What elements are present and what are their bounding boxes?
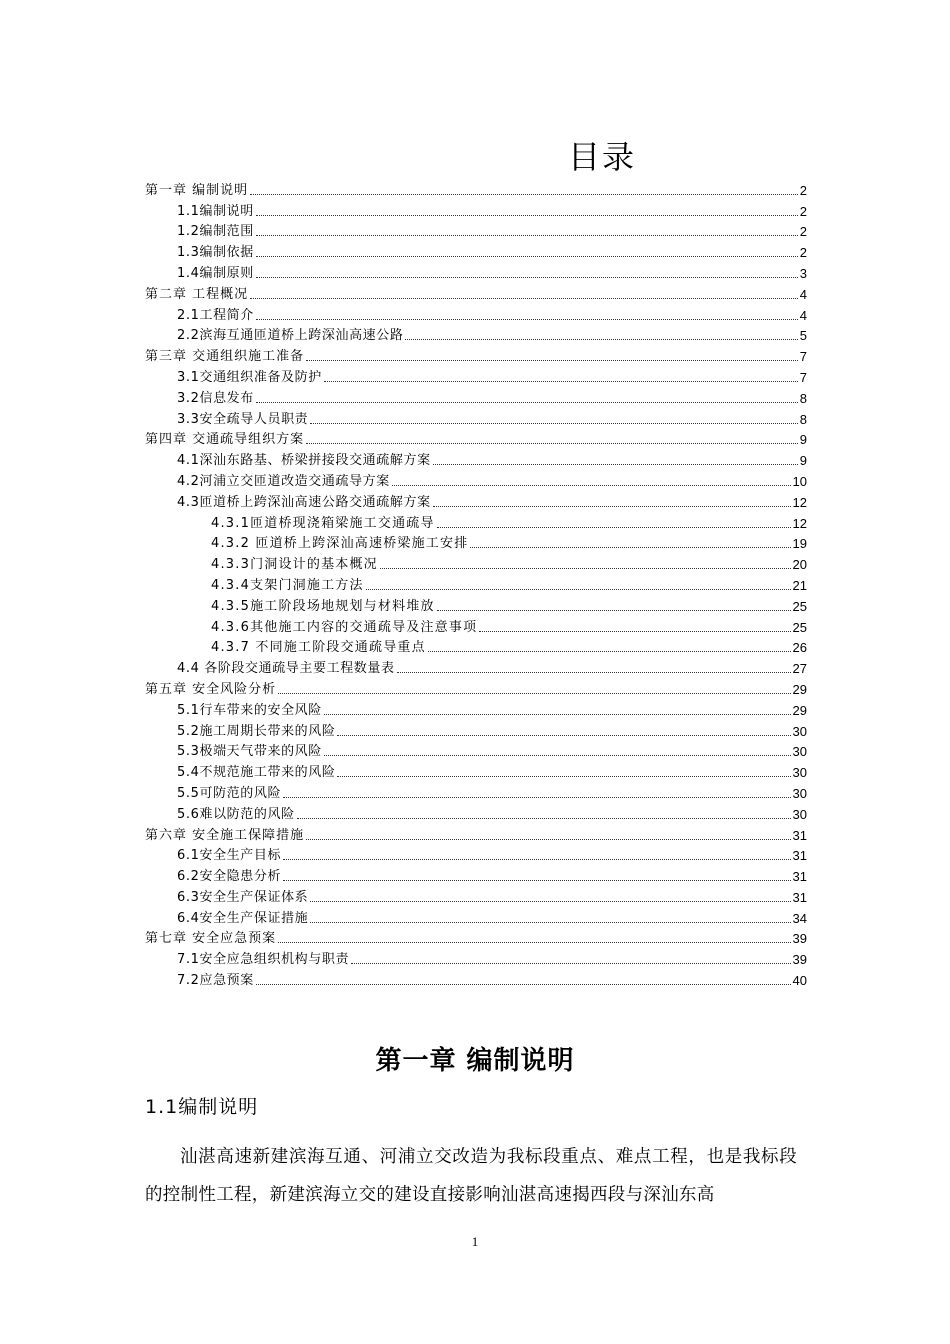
toc-dot-leader (256, 277, 798, 278)
toc-entry-title: 5.5可防范的风险 (177, 785, 282, 801)
toc-entry[interactable] (145, 594, 807, 615)
toc-entry-title: 4.3.3门洞设计的基本概况 (211, 557, 378, 573)
toc-entry[interactable] (145, 719, 807, 740)
toc-dot-leader (324, 714, 791, 715)
toc-entry[interactable] (145, 448, 807, 469)
toc-entry-page: 2 (799, 245, 807, 261)
toc-entry-page: 21 (792, 577, 807, 593)
toc-entry-page: 30 (792, 723, 807, 739)
toc-dot-leader (428, 651, 791, 652)
toc-dot-leader (283, 859, 790, 860)
toc-entry[interactable] (145, 823, 807, 844)
page-number: 1 (471, 1234, 479, 1249)
toc-entry-page: 25 (792, 598, 807, 614)
toc-entry-title: 6.1安全生产目标 (177, 848, 282, 864)
toc-entry-title: 3.3安全疏导人员职责 (177, 411, 309, 427)
toc-entry-page: 27 (792, 661, 807, 677)
toc-entry-title: 5.3极端天气带来的风险 (177, 744, 322, 760)
toc-entry-title: 第六章 安全施工保障措施 (145, 827, 305, 843)
toc-dot-leader (310, 901, 790, 902)
toc-entry[interactable] (145, 927, 807, 948)
toc-entry-title: 6.4安全生产保证措施 (177, 910, 309, 926)
toc-entry-page: 2 (799, 203, 807, 219)
toc-dot-leader (250, 194, 798, 195)
toc-dot-leader (380, 568, 791, 569)
toc-entry-title: 5.4不规范施工带来的风险 (177, 765, 336, 781)
toc-entry-title: 第五章 安全风险分析 (145, 681, 277, 697)
toc-entry-page: 29 (792, 681, 807, 697)
toc-entry[interactable] (145, 844, 807, 865)
toc-dot-leader (256, 215, 798, 216)
toc-entry-page: 31 (792, 848, 807, 864)
toc-entry-title: 第七章 安全应急预案 (145, 931, 277, 947)
toc-entry-page: 19 (792, 536, 807, 552)
toc-dot-leader (306, 360, 798, 361)
toc-entry[interactable] (145, 365, 807, 386)
toc-entry-page: 40 (792, 973, 807, 989)
toc-entry-title: 4.3.1匝道桥现浇箱梁施工交通疏导 (211, 515, 435, 531)
toc-entry-page: 9 (799, 432, 807, 448)
toc-dot-leader (297, 818, 791, 819)
toc-dot-leader (278, 693, 790, 694)
toc-entry[interactable] (145, 864, 807, 885)
toc-dot-leader (250, 298, 798, 299)
toc-entry-page: 30 (792, 785, 807, 801)
toc-entry[interactable] (145, 344, 807, 365)
toc-entry[interactable] (145, 573, 807, 594)
toc-entry[interactable] (145, 282, 807, 303)
toc-entry-page: 2 (799, 182, 807, 198)
toc-entry[interactable] (145, 760, 807, 781)
toc-entry[interactable] (145, 740, 807, 761)
section-heading: 1.1编制说明 (145, 1096, 259, 1118)
table-of-contents (145, 178, 807, 989)
toc-entry-page: 31 (792, 889, 807, 905)
toc-entry[interactable] (145, 885, 807, 906)
toc-dot-leader (433, 506, 791, 507)
toc-entry[interactable] (145, 324, 807, 345)
toc-entry[interactable] (145, 532, 807, 553)
toc-dot-leader (306, 443, 798, 444)
toc-entry-title: 4.3.4支架门洞施工方法 (211, 577, 364, 593)
toc-entry-title: 第三章 交通组织施工准备 (145, 349, 305, 365)
toc-dot-leader (324, 381, 798, 382)
toc-entry-page: 25 (792, 619, 807, 635)
toc-entry-title: 2.1工程简介 (177, 307, 254, 323)
toc-entry-title: 1.3编制依据 (177, 245, 254, 261)
toc-entry[interactable] (145, 407, 807, 428)
toc-entry-title: 5.6难以防范的风险 (177, 806, 295, 822)
toc-entry-page: 4 (799, 307, 807, 323)
toc-entry-title: 5.2施工周期长带来的风险 (177, 723, 336, 739)
toc-entry-title: 7.2应急预案 (177, 973, 254, 989)
toc-entry-page: 26 (792, 640, 807, 656)
toc-entry-page: 30 (792, 744, 807, 760)
toc-entry[interactable] (145, 220, 807, 241)
toc-entry-page: 2 (799, 224, 807, 240)
toc-entry-page: 10 (792, 473, 807, 489)
toc-entry-title: 第四章 交通疏导组织方案 (145, 432, 305, 448)
toc-entry-title: 7.1安全应急组织机构与职责 (177, 952, 350, 968)
toc-dot-leader (306, 839, 790, 840)
toc-entry-title: 3.2信息发布 (177, 390, 254, 406)
toc-dot-leader (283, 880, 790, 881)
toc-entry-title: 1.2编制范围 (177, 224, 254, 240)
toc-entry[interactable] (145, 802, 807, 823)
toc-dot-leader (351, 963, 790, 964)
toc-entry-title: 5.1行车带来的安全风险 (177, 702, 322, 718)
toc-entry-page: 7 (799, 369, 807, 385)
toc-entry-page: 34 (792, 910, 807, 926)
toc-dot-leader (256, 235, 798, 236)
toc-entry-page: 12 (792, 494, 807, 510)
toc-entry-title: 4.3匝道桥上跨深汕高速公路交通疏解方案 (177, 494, 431, 510)
toc-entry-title: 第二章 工程概况 (145, 286, 249, 302)
toc-entry-title: 4.2河浦立交匝道改造交通疏导方案 (177, 473, 390, 489)
toc-entry-title: 4.3.2 匝道桥上跨深汕高速桥梁施工安排 (211, 536, 469, 552)
toc-entry[interactable] (145, 947, 807, 968)
toc-entry[interactable] (145, 677, 807, 698)
toc-entry[interactable] (145, 906, 807, 927)
toc-entry[interactable] (145, 386, 807, 407)
toc-entry[interactable] (145, 240, 807, 261)
toc-entry-title: 6.2安全隐患分析 (177, 869, 282, 885)
toc-entry[interactable] (145, 261, 807, 282)
toc-entry-title: 1.1编制说明 (177, 203, 254, 219)
toc-dot-leader (256, 402, 798, 403)
toc-entry-title: 第一章 编制说明 (145, 182, 249, 198)
toc-entry[interactable] (145, 656, 807, 677)
toc-entry[interactable] (145, 199, 807, 220)
toc-entry-page: 39 (792, 931, 807, 947)
toc-entry[interactable] (145, 490, 807, 511)
toc-entry-title: 4.1深汕东路基、桥梁拼接段交通疏解方案 (177, 453, 431, 469)
body-paragraph: 汕湛高速新建滨海互通、河浦立交改造为我标段重点、难点工程，也是我标段的控制性工程，新建滨海立交的建设直接影响汕湛高速揭西段与深汕东高 (145, 1147, 797, 1205)
toc-entry-page: 31 (792, 869, 807, 885)
toc-entry-page: 12 (792, 515, 807, 531)
toc-entry[interactable] (145, 178, 807, 199)
toc-entry-title: 6.3安全生产保证体系 (177, 889, 309, 905)
toc-entry-title: 4.3.7 不同施工阶段交通疏导重点 (211, 640, 426, 656)
toc-entry-title: 4.3.5施工阶段场地规划与材料堆放 (211, 598, 435, 614)
toc-dot-leader (256, 256, 798, 257)
toc-entry-page: 4 (799, 286, 807, 302)
toc-entry-title: 2.2滨海互通匝道桥上跨深汕高速公路 (177, 328, 404, 344)
toc-dot-leader (366, 589, 791, 590)
toc-entry[interactable] (145, 511, 807, 532)
toc-entry-title: 3.1交通组织准备及防护 (177, 369, 322, 385)
toc-entry-title: 4.3.6其他施工内容的交通疏导及注意事项 (211, 619, 478, 635)
toc-entry-page: 31 (792, 827, 807, 843)
toc-entry-page: 29 (792, 702, 807, 718)
toc-entry[interactable] (145, 615, 807, 636)
toc-entry[interactable] (145, 303, 807, 324)
toc-dot-leader (310, 922, 790, 923)
toc-entry-page: 39 (792, 952, 807, 968)
toc-entry[interactable] (145, 968, 807, 989)
toc-dot-leader (283, 797, 790, 798)
toc-dot-leader (470, 547, 790, 548)
toc-dot-leader (278, 942, 790, 943)
toc-dot-leader (256, 984, 791, 985)
toc-entry-page: 8 (799, 411, 807, 427)
toc-entry-page: 5 (799, 328, 807, 344)
toc-entry-title: 4.4 各阶段交通疏导主要工程数量表 (177, 661, 395, 677)
toc-entry[interactable] (145, 781, 807, 802)
toc-entry[interactable] (145, 469, 807, 490)
toc-entry[interactable] (145, 428, 807, 449)
toc-title: 目录 (567, 138, 636, 176)
toc-entry-title: 1.4编制原则 (177, 265, 254, 281)
toc-dot-leader (437, 527, 791, 528)
toc-dot-leader (392, 485, 791, 486)
toc-entry-page: 8 (799, 390, 807, 406)
toc-entry-page: 3 (799, 265, 807, 281)
toc-entry[interactable] (145, 552, 807, 573)
toc-entry-page: 30 (792, 806, 807, 822)
toc-entry-page: 30 (792, 765, 807, 781)
chapter-heading: 第一章 编制说明 (375, 1046, 575, 1076)
toc-entry-page: 9 (799, 453, 807, 469)
toc-entry-page: 7 (799, 349, 807, 365)
toc-dot-leader (337, 735, 790, 736)
toc-dot-leader (479, 631, 790, 632)
toc-dot-leader (397, 672, 791, 673)
toc-dot-leader (324, 755, 791, 756)
toc-dot-leader (437, 610, 791, 611)
toc-entry[interactable] (145, 698, 807, 719)
toc-dot-leader (433, 464, 798, 465)
toc-dot-leader (310, 423, 797, 424)
toc-entry-page: 20 (792, 557, 807, 573)
toc-dot-leader (337, 776, 790, 777)
toc-dot-leader (405, 339, 797, 340)
toc-entry[interactable] (145, 636, 807, 657)
toc-dot-leader (256, 319, 798, 320)
